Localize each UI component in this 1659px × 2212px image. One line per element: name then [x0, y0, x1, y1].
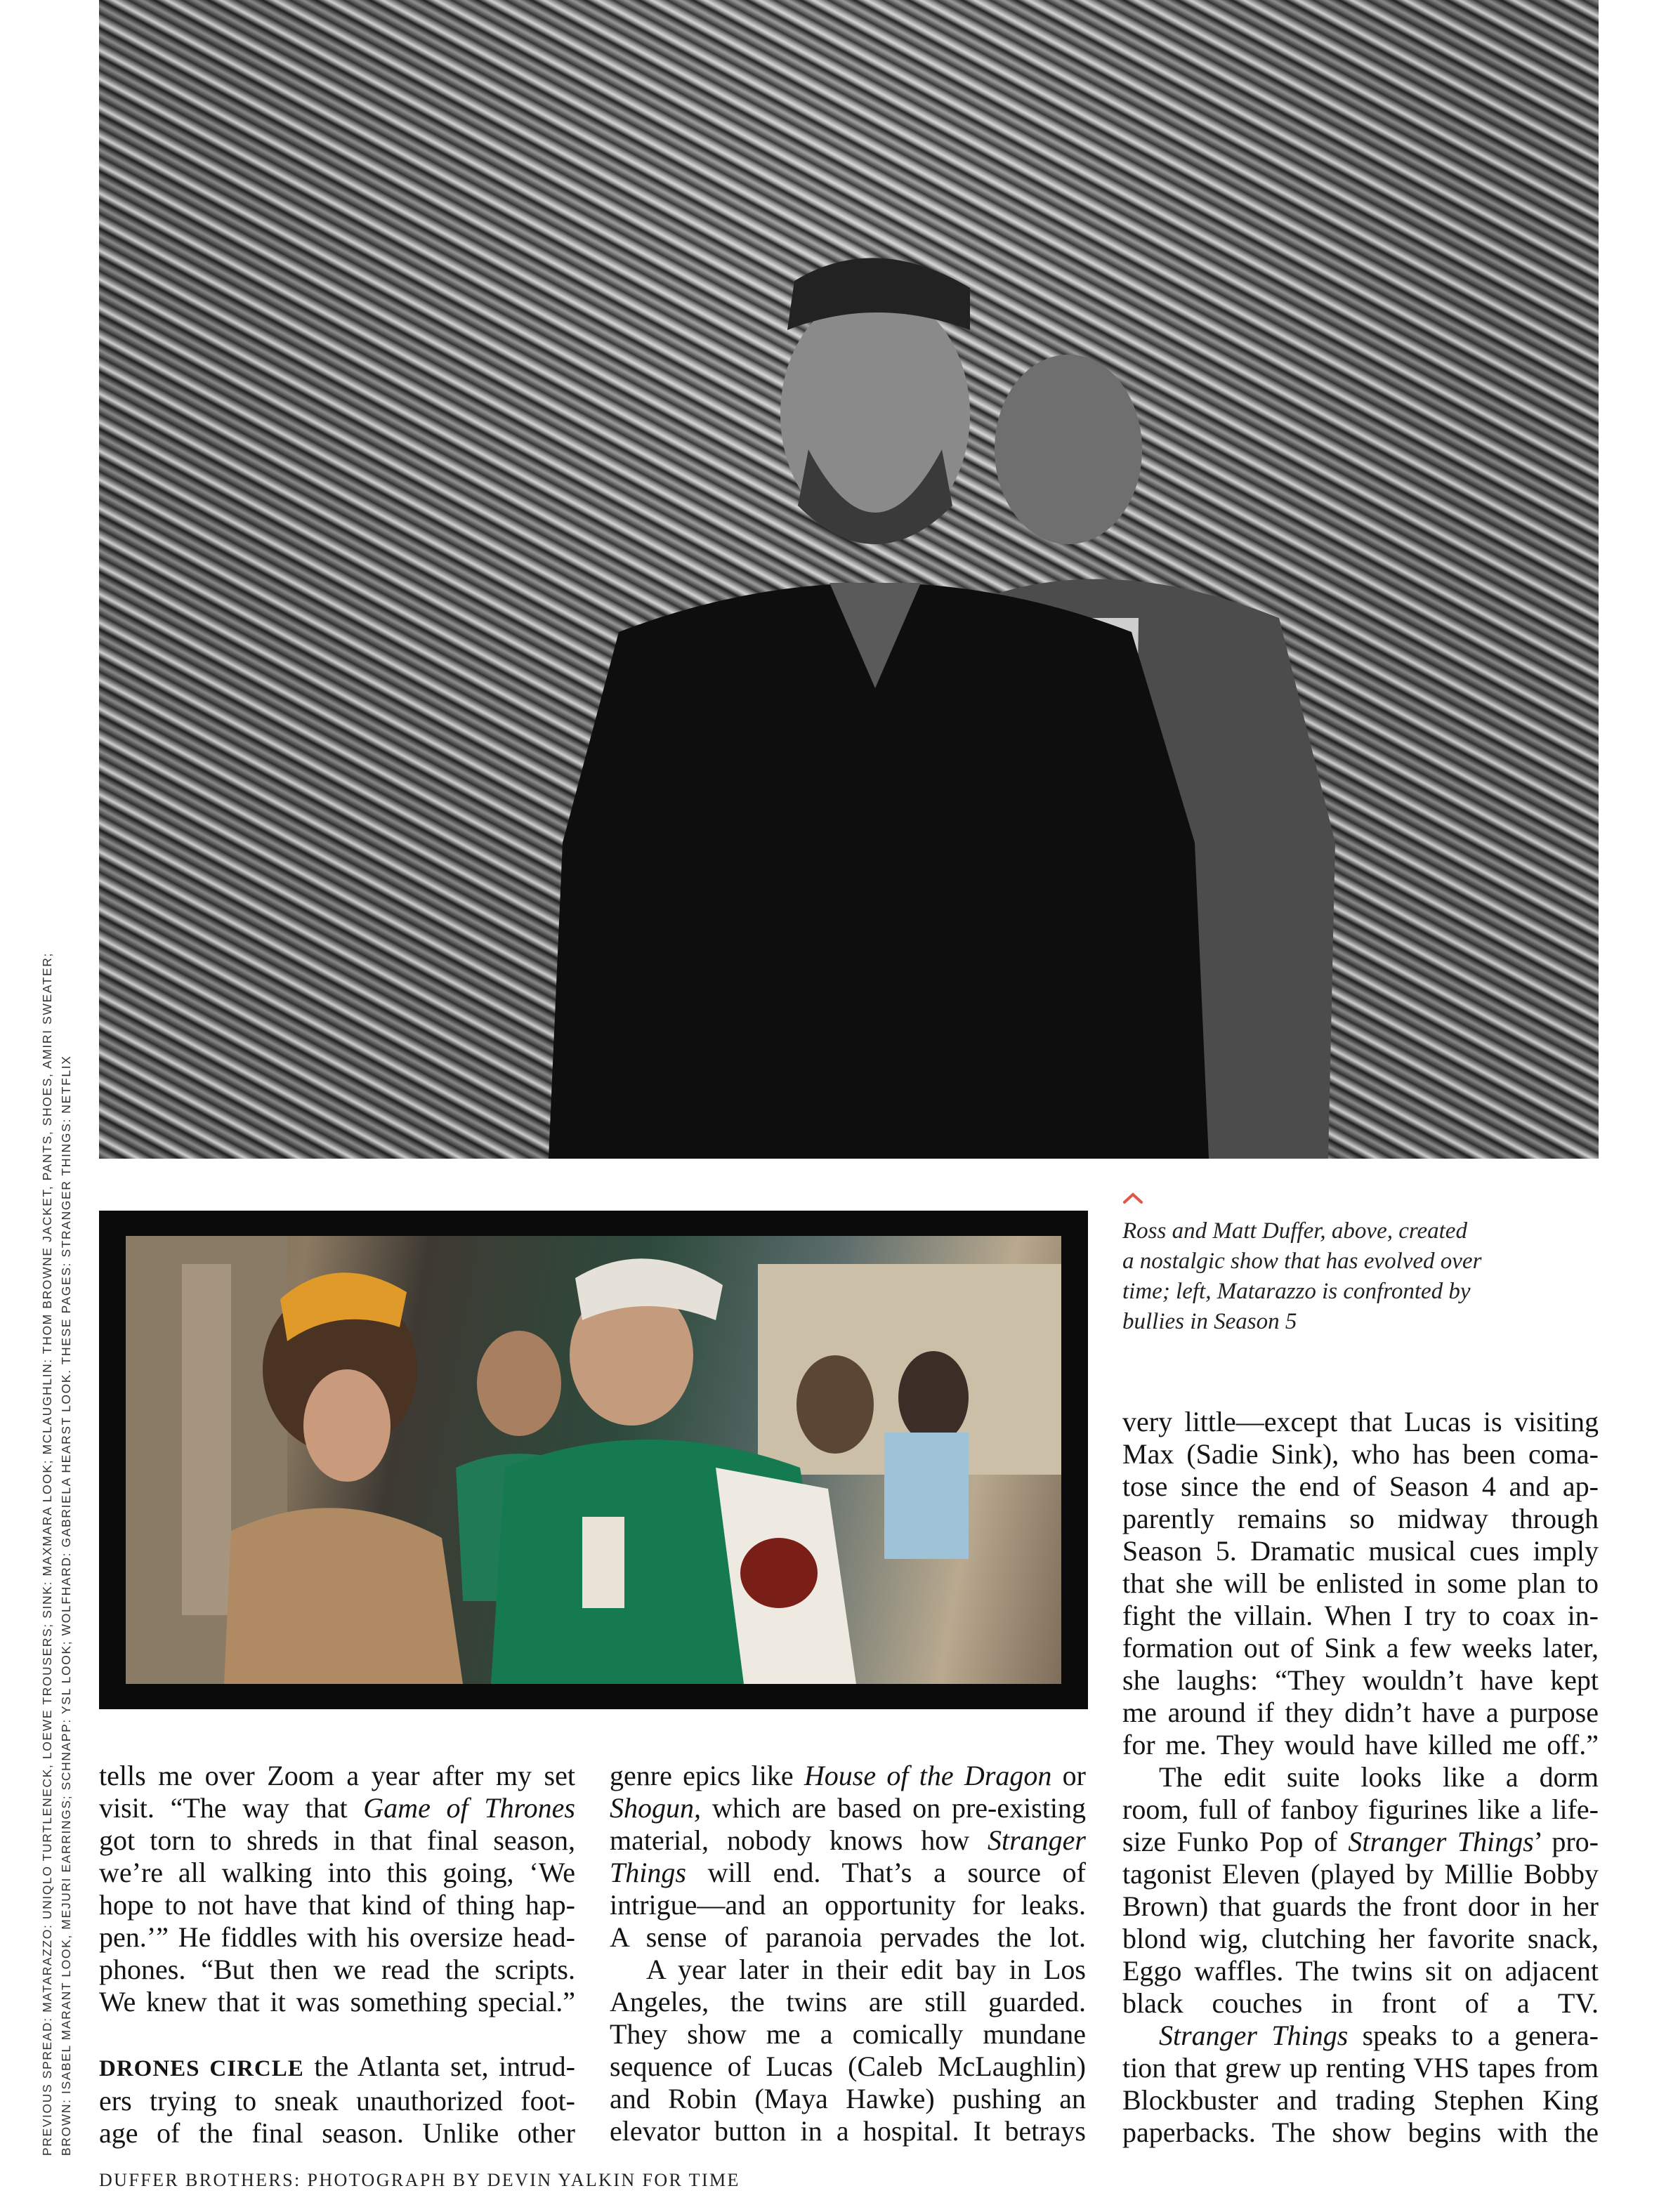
- caption-line-4: bullies in Season 5: [1122, 1309, 1297, 1334]
- text-line: intrigue—and an opportunity for leaks.: [610, 1889, 1086, 1921]
- text-line: me around if they didn’t have a purpose: [1122, 1697, 1599, 1728]
- side-credit-line-2: BROWN: ISABEL MARANT LOOK, MEJURI EARRINGS; SCHNAPP: YSL LOOK; WOLFHARD: GABRIELA HEARST LOOK. THESE PAGES: STRANGER THINGS: NETFLIX: [59, 1055, 73, 2156]
- text-line: They show me a comically mundane: [610, 2018, 1086, 2050]
- text-line: visit. “The way that Game of Thrones: [99, 1792, 575, 1824]
- background-student: [796, 1355, 874, 1454]
- text-line: tose since the end of Season 4 and ap-: [1122, 1470, 1599, 1502]
- side-credit: [38, 952, 108, 2156]
- text-line: material, nobody knows how Stranger: [610, 1824, 1086, 1856]
- still-scene: [126, 1236, 1061, 1684]
- text-line: got torn to shreds in that final season,: [99, 1824, 575, 1856]
- caption-arrow-path: [1124, 1194, 1141, 1202]
- text-line: We knew that it was something special.”: [99, 1986, 575, 2017]
- text-line: paperbacks. The show begins with the: [1122, 2116, 1599, 2148]
- text-line: she laughs: “They wouldn’t have kept: [1122, 1664, 1599, 1696]
- column-1-lead-line: the Atlanta set, intrud-: [303, 2050, 576, 2082]
- text-line: Brown) that guards the front door in her: [1122, 1890, 1599, 1922]
- victim-face: [303, 1369, 391, 1482]
- bully-face: [477, 1331, 561, 1436]
- column-3-paragraph-2: [1122, 1761, 1599, 2020]
- text-line: parently remains so midway through: [1122, 1503, 1599, 1534]
- text-line: blond wig, clutching her favorite snack,: [1122, 1923, 1599, 1954]
- column-1-paragraph-2: [99, 2050, 575, 2150]
- text-line: size Funko Pop of Stranger Things’ pro-: [1122, 1826, 1599, 1857]
- text-line: tells me over Zoom a year after my set: [99, 1760, 575, 1791]
- text-line: elevator button in a hospital. It betrays: [610, 2115, 1086, 2147]
- season-5-still-frame: [99, 1211, 1088, 1709]
- article-column-3: [1122, 1406, 1599, 2149]
- text-line: pen.’” He fiddles with his oversize head-: [99, 1921, 575, 1953]
- text-line: Shogun, which are based on pre-existing: [610, 1792, 1086, 1824]
- text-line: phones. “But then we read the scripts.: [99, 1954, 575, 1985]
- duffer-brothers-photo: [99, 0, 1599, 1159]
- text-line: Angeles, the twins are still guarded.: [610, 1986, 1086, 2017]
- locker-door: [182, 1264, 231, 1615]
- text-line: for me. They would have killed me off.”: [1122, 1729, 1599, 1760]
- text-line: that she will be enlisted in some plan to: [1122, 1567, 1599, 1599]
- text-line: sequence of Lucas (Caleb McLaughlin): [610, 2050, 1086, 2082]
- season-5-still: [126, 1236, 1061, 1684]
- column-2-paragraph-1: [610, 1760, 1086, 1954]
- background-student-2: [898, 1351, 969, 1444]
- text-line: Stranger Things speaks to a genera-: [1159, 2020, 1599, 2051]
- caption-arrow-icon: [1122, 1191, 1143, 1205]
- hero-figures: [99, 0, 1599, 1159]
- text-line: black couches in front of a TV.: [1122, 1987, 1599, 2019]
- text-line: ers trying to sneak unauthorized foot-: [99, 2085, 575, 2116]
- text-line: we’re all walking into this going, ‘We: [99, 1857, 575, 1888]
- paw-patch: [740, 1538, 818, 1608]
- text-line: fight the villain. When I try to coax in-: [1122, 1600, 1599, 1631]
- text-line: A sense of paranoia pervades the lot.: [610, 1921, 1086, 1953]
- article-column-2: [610, 1760, 1086, 2147]
- text-line: tion that grew up renting VHS tapes from: [1122, 2052, 1599, 2083]
- column-3-paragraph-1: [1122, 1406, 1599, 1761]
- photo-credit: DUFFER BROTHERS: PHOTOGRAPH BY DEVIN YALKIN FOR TIME: [99, 2170, 740, 2190]
- back-figure-head: [995, 355, 1142, 544]
- section-lead-in: DRONES CIRCLE: [99, 2056, 304, 2081]
- text-line: Blockbuster and trading Stephen King: [1122, 2084, 1599, 2116]
- side-credit-line-1: PREVIOUS SPREAD: MATARAZZO: UNIQLO TURTLENECK, LOEWE TROUSERS; SINK: MAXMARA LOOK; MCLAUGHLIN: THOM BROWNE JACKET, PANTS, SHOES, AMIRI SWEATER;: [40, 952, 54, 2156]
- column-3-paragraph-3: [1122, 2020, 1599, 2149]
- caption-line-3: time; left, Matarazzo is confronted by: [1122, 1279, 1471, 1304]
- caption-line-1: Ross and Matt Duffer, above, created: [1122, 1218, 1467, 1244]
- column-1-paragraph-1: [99, 1760, 575, 2018]
- text-line: genre epics like House of the Dragon or: [610, 1760, 1087, 1791]
- text-line: tagonist Eleven (played by Millie Bobby: [1122, 1858, 1599, 1890]
- text-line: A year later in their edit bay in Los: [646, 1954, 1086, 1985]
- text-line: Season 5. Dramatic musical cues imply: [1122, 1535, 1599, 1567]
- victim-shirt: [224, 1508, 463, 1684]
- text-line: age of the final season. Unlike other: [99, 2117, 575, 2149]
- text-line: very little—except that Lucas is visiting: [1122, 1406, 1599, 1437]
- text-line: hope to not have that kind of thing hap-: [99, 1889, 575, 1921]
- article-column-1: [99, 1760, 575, 2150]
- column-2-paragraph-2: [610, 1954, 1086, 2147]
- caption-line-2: a nostalgic show that has evolved over: [1122, 1249, 1482, 1274]
- text-line: room, full of fanboy figurines like a life-: [1122, 1793, 1599, 1825]
- text-line: Eggo waffles. The twins sit on adjacent: [1122, 1955, 1599, 1987]
- backpack: [884, 1433, 969, 1559]
- text-line: Max (Sadie Sink), who has been coma-: [1122, 1438, 1599, 1470]
- text-line: The edit suite looks like a dorm: [1159, 1761, 1599, 1793]
- text-line: and Robin (Maya Hawke) pushing an: [610, 2083, 1086, 2114]
- text-line: formation out of Sink a few weeks later,: [1122, 1632, 1599, 1664]
- text-line: Things will end. That’s a source of: [610, 1857, 1086, 1888]
- photo-caption: [1122, 1216, 1544, 1337]
- letter-patch: [582, 1517, 624, 1608]
